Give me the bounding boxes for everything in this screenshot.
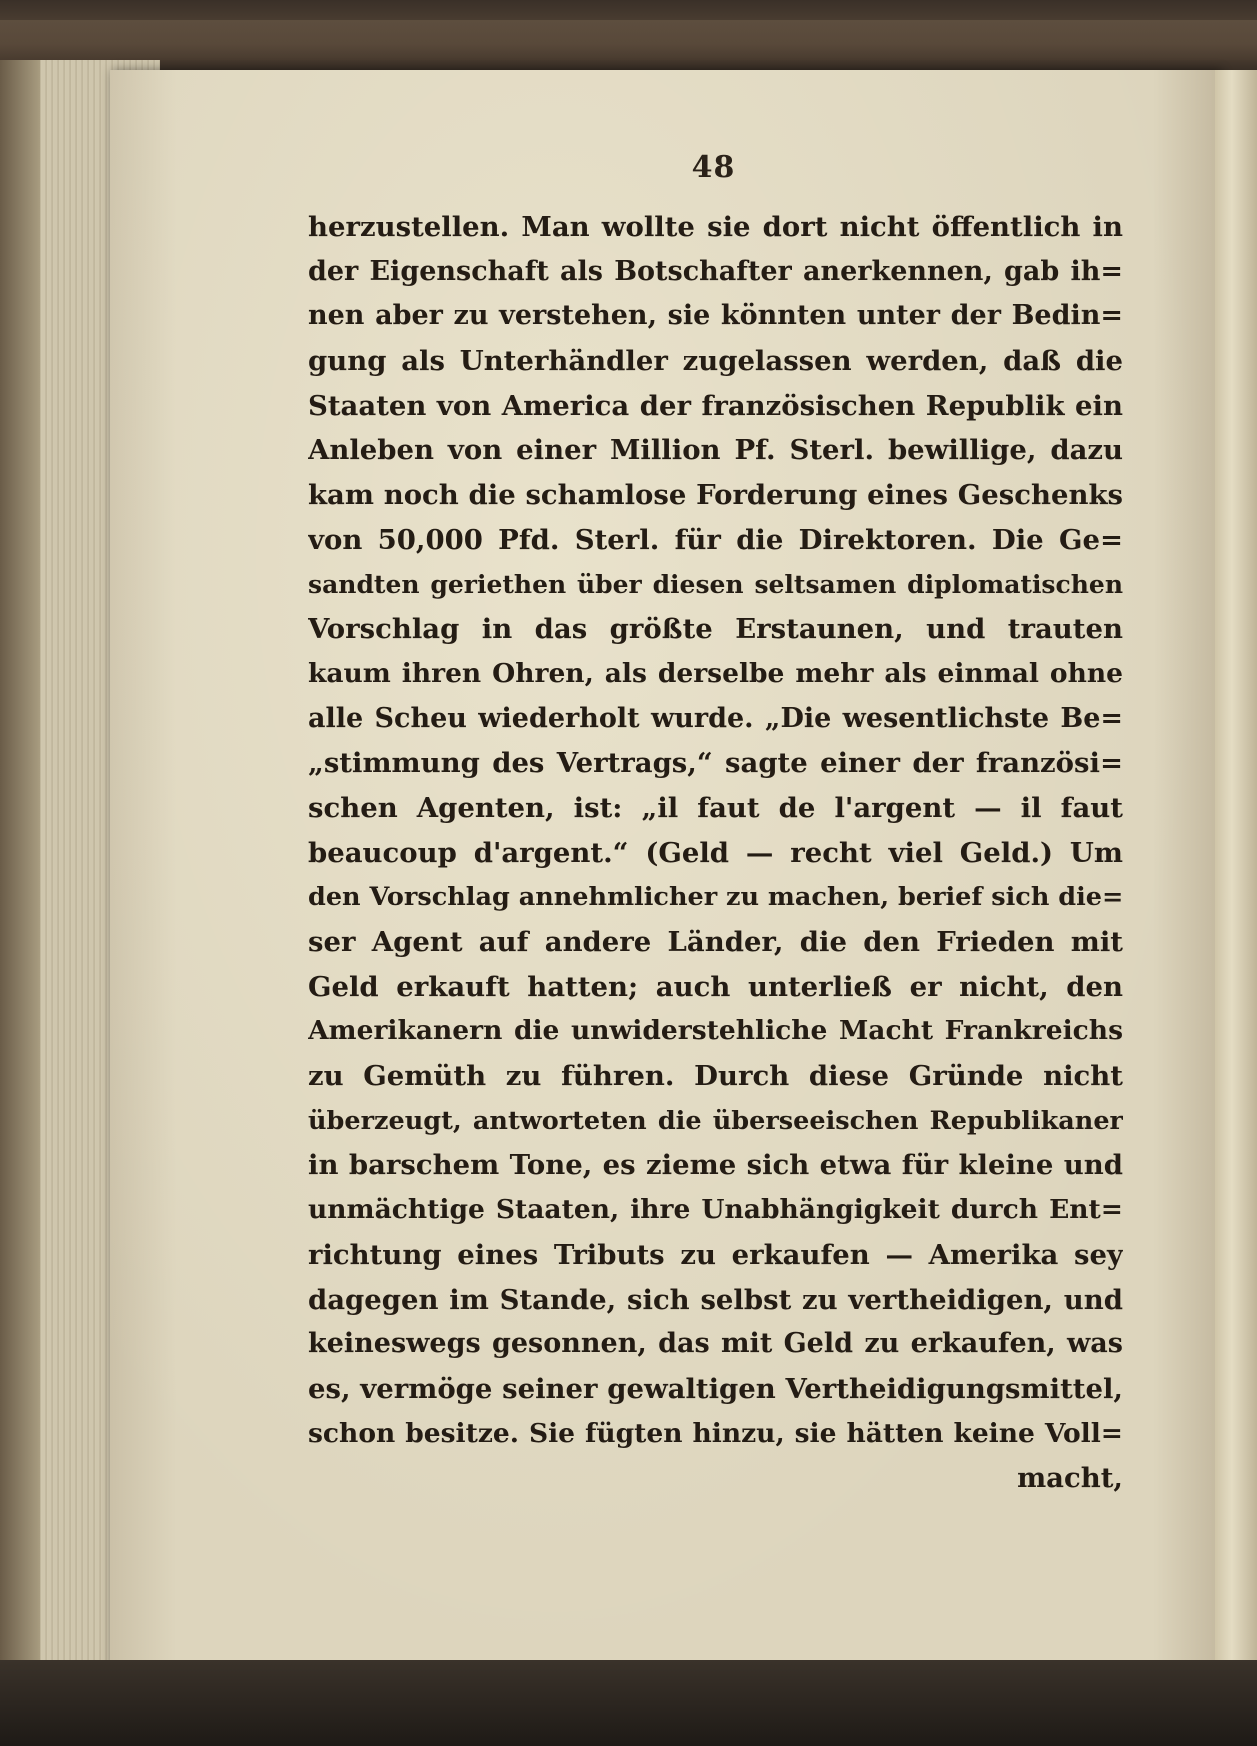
text-line: Staaten von America der französischen Republik ein xyxy=(308,389,1123,422)
text-line: kam noch die schamlose Forderung eines Geschenks xyxy=(308,479,1123,512)
text-line: unmächtige Staaten, ihre Unabhängigkeit durch Ent= xyxy=(308,1194,1123,1226)
text-line: sandten geriethen über diesen seltsamen diplomatischen xyxy=(308,569,1123,599)
text-line: überzeugt, antworteten die überseeischen Republikaner xyxy=(308,1105,1123,1136)
text-line: den Vorschlag annehmlicher zu machen, berief sich die= xyxy=(308,882,1123,913)
page-stack-shadow xyxy=(0,60,40,1660)
text-line: Amerikanern die unwiderstehliche Macht Frankreichs xyxy=(308,1015,1123,1047)
text-line: dagegen im Stande, sich selbst zu vertheidigen, und xyxy=(308,1283,1123,1316)
text-line: Geld erkauft hatten; auch unterließ er nicht, den xyxy=(308,970,1123,1003)
text-line: ser Agent auf andere Länder, die den Frieden mit xyxy=(308,926,1123,958)
text-line: schon besitze. Sie fügten hinzu, sie hätten keine Voll= xyxy=(308,1417,1123,1449)
text-line: es, vermöge seiner gewaltigen Vertheidigungsmittel, xyxy=(308,1372,1123,1405)
leather-edge xyxy=(0,20,1257,60)
text-line: der Eigenschaft als Botschafter anerkennen, gab ih= xyxy=(308,255,1123,287)
body-text xyxy=(308,205,1123,1501)
text-line: kaum ihren Ohren, als derselbe mehr als einmal ohne xyxy=(308,657,1123,689)
text-line: keineswegs gesonnen, das mit Geld zu erkaufen, was xyxy=(308,1328,1123,1360)
text-line: richtung eines Tributs zu erkaufen — Amerika sey xyxy=(308,1238,1123,1271)
text-line: gung als Unterhändler zugelassen werden, daß die xyxy=(308,345,1123,378)
text-line: herzustellen. Man wollte sie dort nicht öffentlich in xyxy=(308,211,1123,243)
text-line: „stimmung des Vertrags,“ sagte einer der französi= xyxy=(308,747,1123,780)
text-line: beaucoup d'argent.“ (Geld — recht viel Geld.) Um xyxy=(308,836,1123,869)
page-right-edge xyxy=(1215,70,1257,1670)
scan-bottom-background xyxy=(0,1660,1257,1746)
text-line: Anleben von einer Million Pf. Sterl. bewillige, dazu xyxy=(308,434,1123,467)
text-line: von 50,000 Pfd. Sterl. für die Direktoren. Die Ge= xyxy=(308,523,1123,556)
text-line: zu Gemüth zu führen. Durch diese Gründe nicht xyxy=(308,1060,1123,1093)
text-line: schen Agenten, ist: „il faut de l'argent — il faut xyxy=(308,791,1123,824)
catchword: macht, xyxy=(1017,1462,1123,1495)
page-number: 48 xyxy=(691,150,736,185)
text-line: nen aber zu verstehen, sie könnten unter der Bedin= xyxy=(308,300,1123,332)
text-line: Vorschlag in das größte Erstaunen, und trauten xyxy=(308,613,1123,646)
text-line: alle Scheu wiederholt wurde. „Die wesentlichste Be= xyxy=(308,702,1123,734)
text-line: in barschem Tone, es zieme sich etwa für kleine und xyxy=(308,1149,1123,1182)
